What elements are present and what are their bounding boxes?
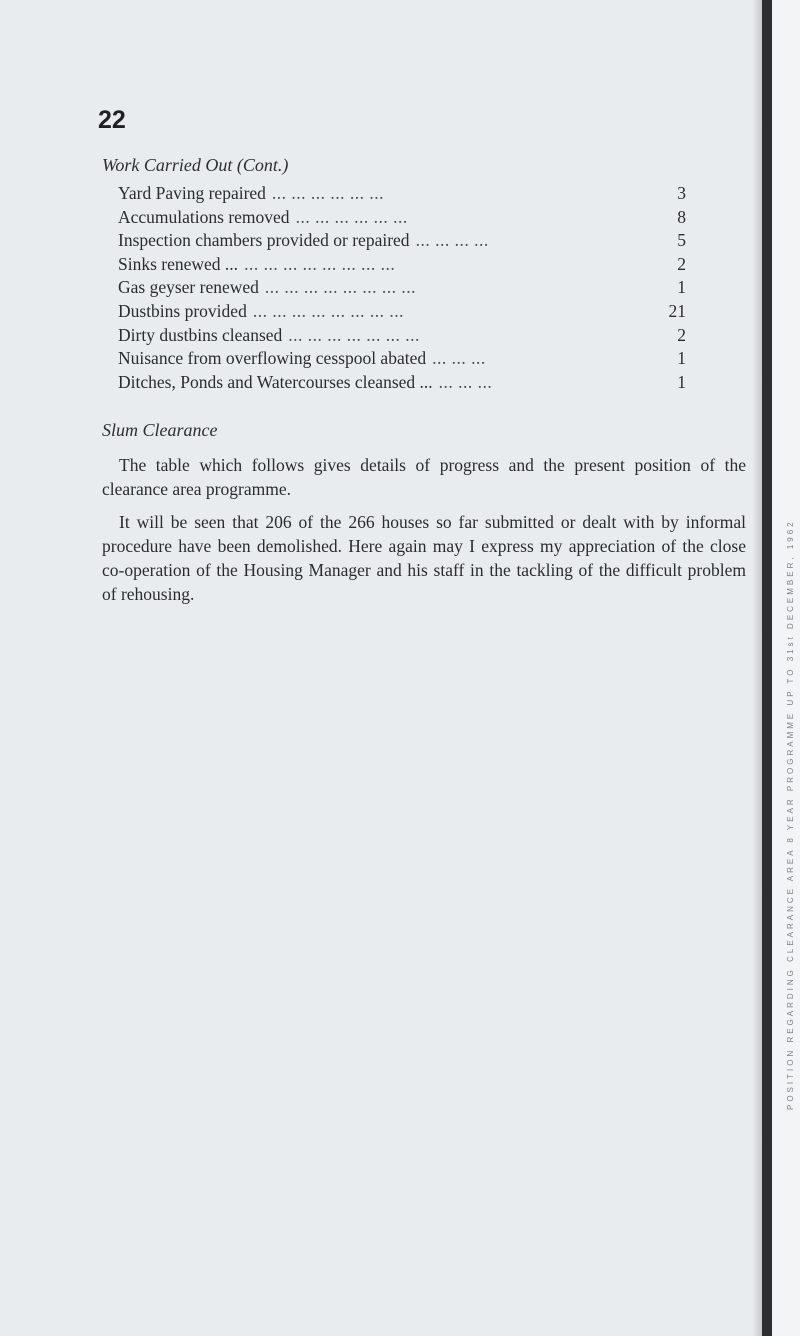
work-item-leader: ... ... ... ... [415,230,489,251]
work-item-label: Sinks renewed ... [118,253,239,274]
work-item [118,277,686,301]
work-item [118,372,686,396]
work-item-label: Dustbins provided [118,300,247,321]
work-item-count: 2 [677,324,686,345]
work-item [118,325,686,349]
slum-clearance-paragraph: It will be seen that 206 of the 266 houses so far submitted or dealt with by informal procedure have been demolished. Here again may I express my appreciation of the close co-operation of the Housing Manager and his staff in the tackling of the difficult problem of rehousing. [102,512,746,604]
work-item-label: Yard Paving repaired [118,183,266,203]
page-number: 22 [98,106,126,134]
foldout-table-title: POSITION REGARDING CLEARANCE AREA 8 YEAR PROGRAMME UP TO 31st DECEMBER, 1962 [786,519,795,1110]
work-item-label: Gas geyser renewed [118,277,259,298]
work-item-label: Dirty dustbins cleansed [118,324,283,345]
work-item-count: 5 [677,230,686,251]
work-item [118,230,686,254]
work-item-leader: ... ... ... ... ... ... [295,206,408,227]
work-item-count: 21 [668,300,686,321]
work-item-leader: ... ... ... ... ... ... [271,183,385,203]
work-item-label: Inspection chambers provided or repaired [118,230,410,251]
work-items-list [118,183,686,395]
work-item [118,348,686,372]
work-item-label: Accumulations removed [118,206,290,227]
work-item-count: 1 [677,277,686,298]
work-item-count: 8 [677,206,686,227]
work-item [118,301,686,325]
work-item-leader: ... ... ... ... ... ... ... ... [264,277,417,298]
work-item-leader: ... ... ... ... ... ... ... ... [252,300,404,321]
work-item-leader: ... ... ... [438,371,493,392]
work-item-label: Ditches, Ponds and Watercourses cleansed ... [118,371,433,392]
work-item-leader: ... ... ... ... ... ... ... ... [244,253,396,274]
work-item [118,207,686,231]
work-item [118,183,686,207]
work-item-count: 3 [677,183,686,203]
work-item-leader: ... ... ... [432,348,486,369]
work-item-leader: ... ... ... ... ... ... ... [288,324,420,345]
work-carried-out-heading: Work Carried Out (Cont.) [102,155,289,175]
slum-clearance-paragraph: The table which follows gives details of progress and the present position of the clearance area programme. [102,455,746,499]
work-item-count: 2 [677,253,686,274]
slum-clearance-heading: Slum Clearance [102,420,218,440]
work-item-count: 1 [677,371,686,392]
work-item-count: 1 [677,348,686,369]
work-item [118,254,686,278]
work-item-label: Nuisance from overflowing cesspool abated [118,348,427,369]
binding-edge [762,0,772,1336]
